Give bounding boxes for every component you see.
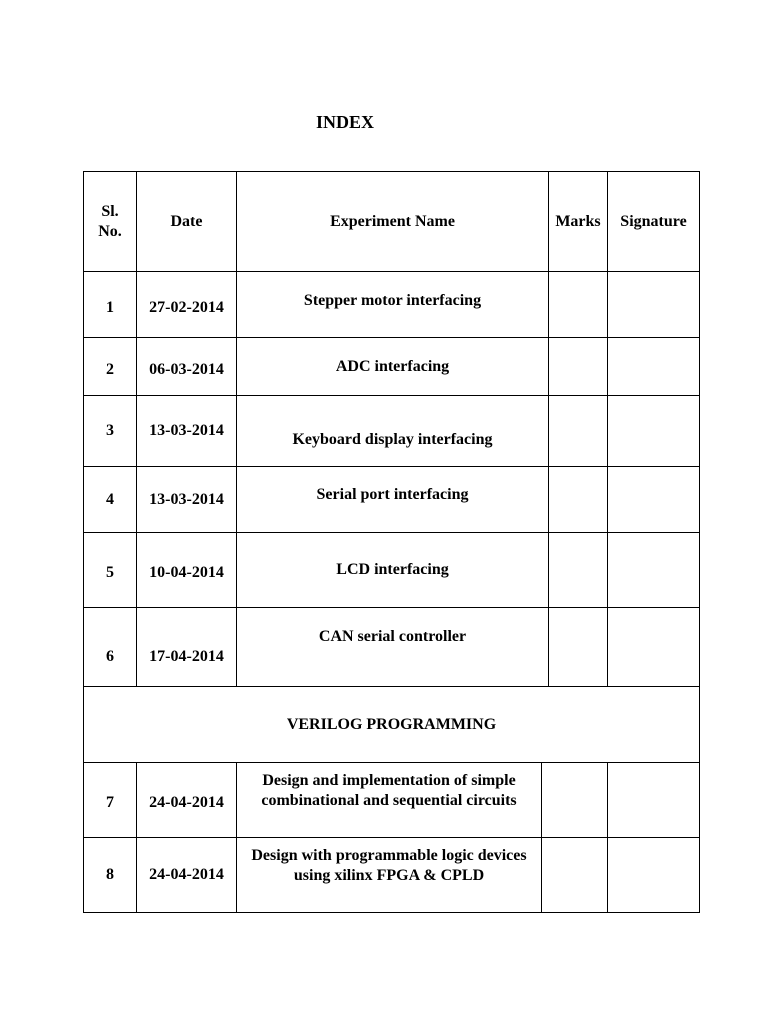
row-signature (607, 338, 699, 395)
row-date: 27-02-2014 (136, 272, 236, 337)
table-header-row (84, 172, 699, 272)
section-heading-verilog: VERILOG PROGRAMMING (286, 715, 497, 733)
row-sl-no: 3 (106, 422, 114, 439)
index-table (83, 171, 700, 913)
table-row (84, 272, 699, 338)
row-experiment-name: Stepper motor interfacing (236, 272, 548, 337)
row-experiment-name: Keyboard display interfacing (236, 396, 548, 466)
row-sl-no: 1 (106, 298, 114, 316)
table-row (84, 838, 699, 912)
table-row (84, 467, 699, 533)
row-sl-no: 7 (106, 794, 114, 811)
table-row (84, 533, 699, 608)
row-date: 24-04-2014 (136, 838, 236, 912)
row-date: 13-03-2014 (136, 467, 236, 532)
table-row (84, 338, 699, 396)
row-experiment-name: ADC interfacing (236, 338, 548, 395)
row-date: 24-04-2014 (136, 763, 236, 837)
table-row (84, 763, 699, 838)
row-marks (548, 338, 607, 395)
row-date: 06-03-2014 (136, 338, 236, 395)
page-title: INDEX (315, 112, 374, 132)
row-signature (607, 533, 699, 607)
row-date: 10-04-2014 (136, 533, 236, 607)
row-date: 17-04-2014 (136, 608, 236, 686)
row-marks (541, 838, 607, 912)
row-signature (607, 763, 699, 837)
header-signature: Signature (607, 172, 699, 271)
row-marks (548, 608, 607, 686)
row-sl-no: 8 (106, 866, 114, 883)
table-row (84, 608, 699, 687)
row-experiment-name: LCD interfacing (236, 533, 548, 607)
header-sl-no: Sl. No. (98, 202, 122, 240)
row-marks (548, 396, 607, 466)
row-sl-no: 2 (106, 360, 114, 378)
row-signature (607, 838, 699, 912)
row-signature (607, 396, 699, 466)
row-sl-no: 5 (106, 564, 114, 581)
row-signature (607, 608, 699, 686)
row-experiment-name: Serial port interfacing (236, 467, 548, 532)
header-experiment-name: Experiment Name (236, 172, 548, 271)
section-row (84, 687, 699, 763)
row-marks (548, 272, 607, 337)
row-signature (607, 272, 699, 337)
row-marks (548, 467, 607, 532)
row-signature (607, 467, 699, 532)
row-experiment-name: Design and implementation of simple combinational and sequential circuits (236, 763, 541, 837)
row-marks (548, 533, 607, 607)
header-date: Date (136, 172, 236, 271)
header-marks: Marks (548, 172, 607, 271)
row-date: 13-03-2014 (136, 396, 236, 466)
row-experiment-name: CAN serial controller (236, 608, 548, 686)
row-experiment-name: Design with programmable logic devices using xilinx FPGA & CPLD (236, 838, 541, 912)
table-row (84, 396, 699, 467)
row-sl-no: 4 (106, 490, 114, 508)
row-sl-no: 6 (106, 648, 114, 665)
row-marks (541, 763, 607, 837)
